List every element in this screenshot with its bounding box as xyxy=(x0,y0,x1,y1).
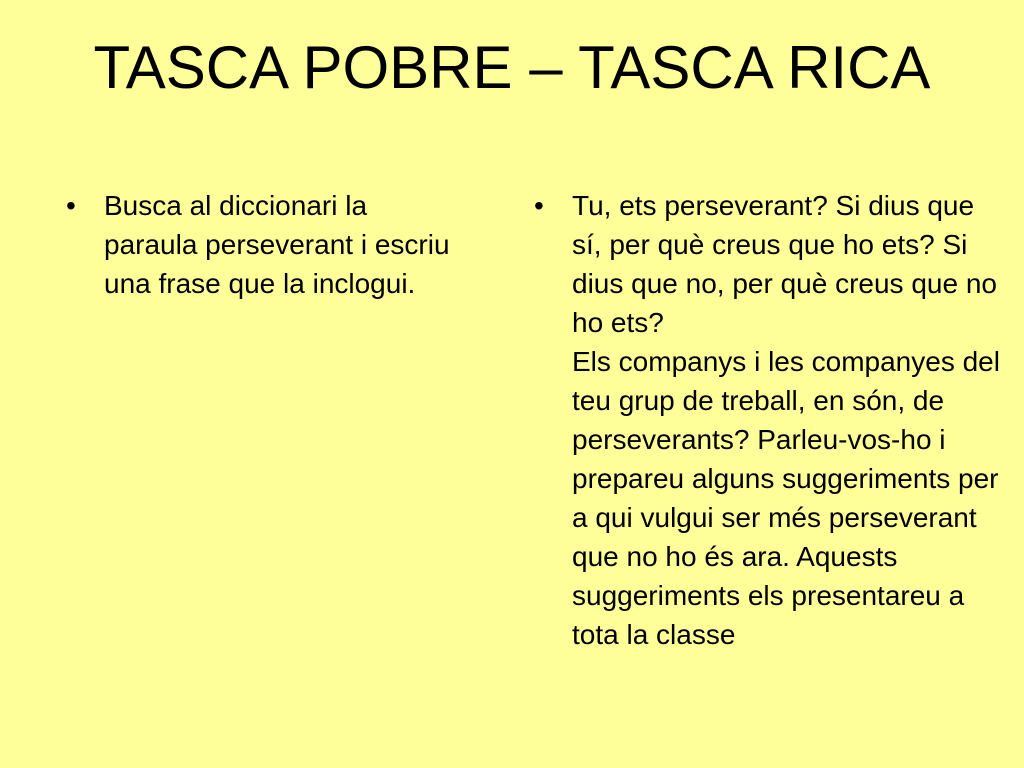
bullet-icon: • xyxy=(534,190,544,221)
bullet-item xyxy=(66,186,466,303)
bullet-item xyxy=(534,186,1004,654)
bullet-icon: • xyxy=(66,190,76,221)
right-column xyxy=(534,186,1004,654)
bullet-text: Busca al diccionari la paraula perseverant i escriu una frase que la inclogui. xyxy=(104,190,450,299)
left-column xyxy=(66,186,466,303)
slide-title: TASCA POBRE – TASCA RICA xyxy=(93,34,931,101)
bullet-paragraph: Els companys i les companyes del teu grup de treball, en són, de perseverants? Parleu-vos-ho i prepareu alguns suggeriments per a qui vulgui ser més perseverant que no ho és ara. Aquests suggeriments els presentareu a tota la classe xyxy=(572,346,1000,650)
bullet-paragraph: Tu, ets perseverant? Si dius que sí, per què creus que ho ets? Si dius que no, per què creus que no ho ets? xyxy=(572,190,997,338)
